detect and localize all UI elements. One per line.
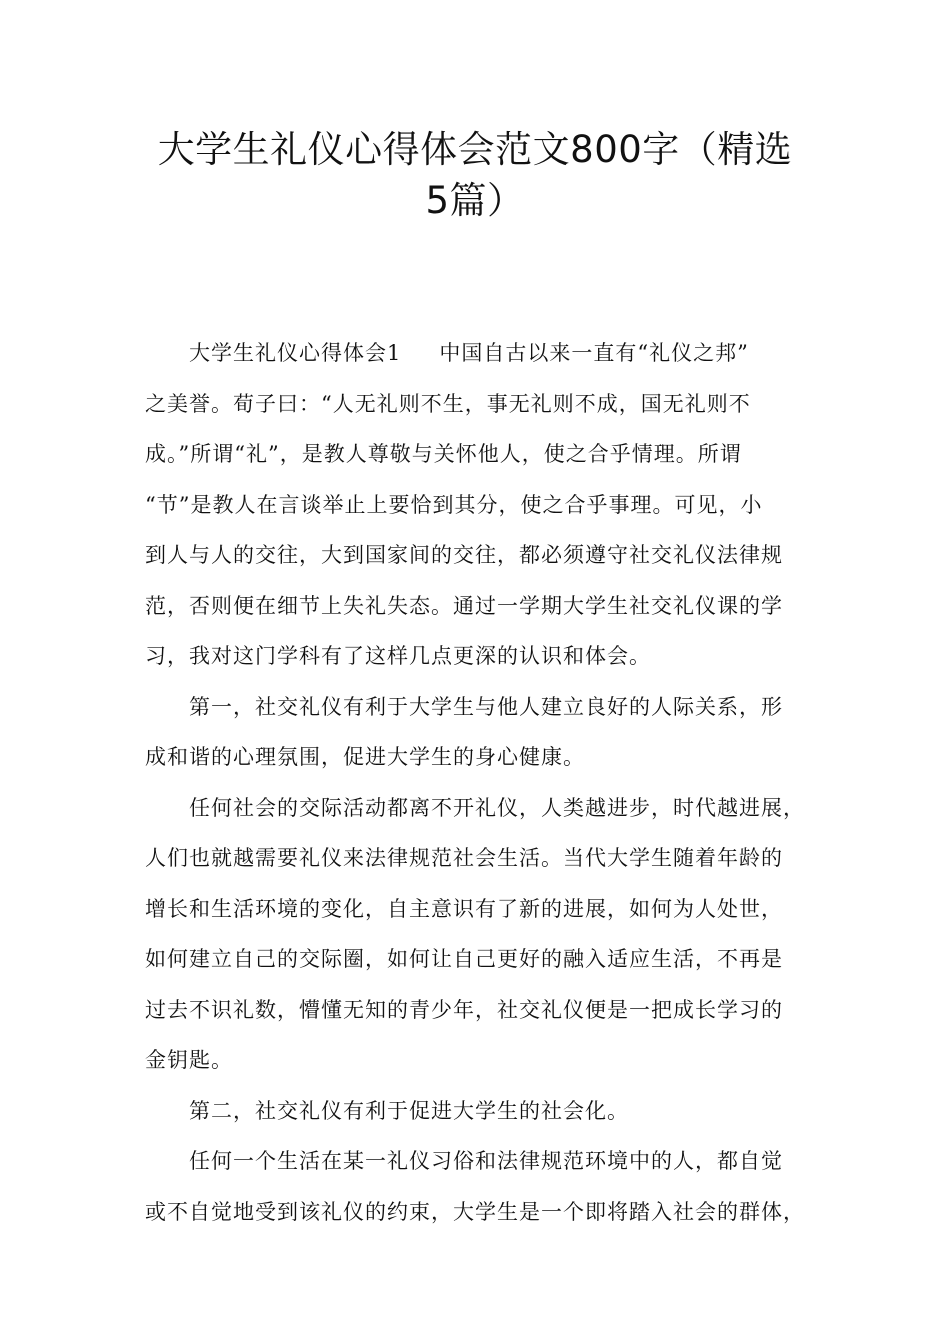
body-line: 如何建立自己的交际圈，如何让自己更好的融入适应生活，不再是 xyxy=(145,947,783,971)
body-line: 习，我对这门学科有了这样几点更深的认识和体会。 xyxy=(145,644,651,668)
body-line: “节”是教人在言谈举止上要恰到其分，使之合乎事理。可见，小 xyxy=(145,492,763,517)
body-line: 到人与人的交往，大到国家间的交往，都必须遵守社交礼仪法律规 xyxy=(145,543,783,567)
document-body xyxy=(145,328,811,1237)
body-line: 人们也就越需要礼仪来法律规范社会生活。当代大学生随着年龄的 xyxy=(145,846,783,870)
body-line: 增长和生活环境的变化，自主意识有了新的进展，如何为人处世， xyxy=(145,896,783,921)
body-line: 成和谐的心理氛围，促进大学生的身心健康。 xyxy=(145,745,585,769)
body-line: 范，否则便在细节上失礼失态。通过一学期大学生社交礼仪课的学 xyxy=(145,593,783,618)
body-line: 之美誉。荀子曰：“人无礼则不生，事无礼则不成，国无礼则不 xyxy=(145,391,751,416)
title-line-1: 大学生礼仪心得体会范文800字（精选 xyxy=(157,128,793,171)
title-line-2: 5篇） xyxy=(425,179,525,222)
body-line xyxy=(145,328,811,379)
body-line: 成。”所谓“礼”，是教人尊敬与关怀他人，使之合乎情理。所谓 xyxy=(145,442,742,466)
document-title xyxy=(120,124,830,226)
body-line: 过去不识礼数，懵懂无知的青少年，社交礼仪便是一把成长学习的 xyxy=(145,997,783,1022)
body-line: 或不自觉地受到该礼仪的约束，大学生是一个即将踏入社会的群体， xyxy=(145,1199,805,1224)
section-heading: 大学生礼仪心得体会1 xyxy=(189,341,402,365)
body-text: 中国自古以来一直有“礼仪之邦” xyxy=(439,341,749,365)
body-line: 第二，社交礼仪有利于促进大学生的社会化。 xyxy=(189,1098,629,1123)
body-line: 任何一个生活在某一礼仪习俗和法律规范环境中的人，都自觉 xyxy=(189,1149,783,1173)
body-line: 任何社会的交际活动都离不开礼仪，人类越进步，时代越进展， xyxy=(189,795,805,820)
body-line: 金钥匙。 xyxy=(145,1048,233,1072)
body-line: 第一，社交礼仪有利于大学生与他人建立良好的人际关系，形 xyxy=(189,694,783,719)
